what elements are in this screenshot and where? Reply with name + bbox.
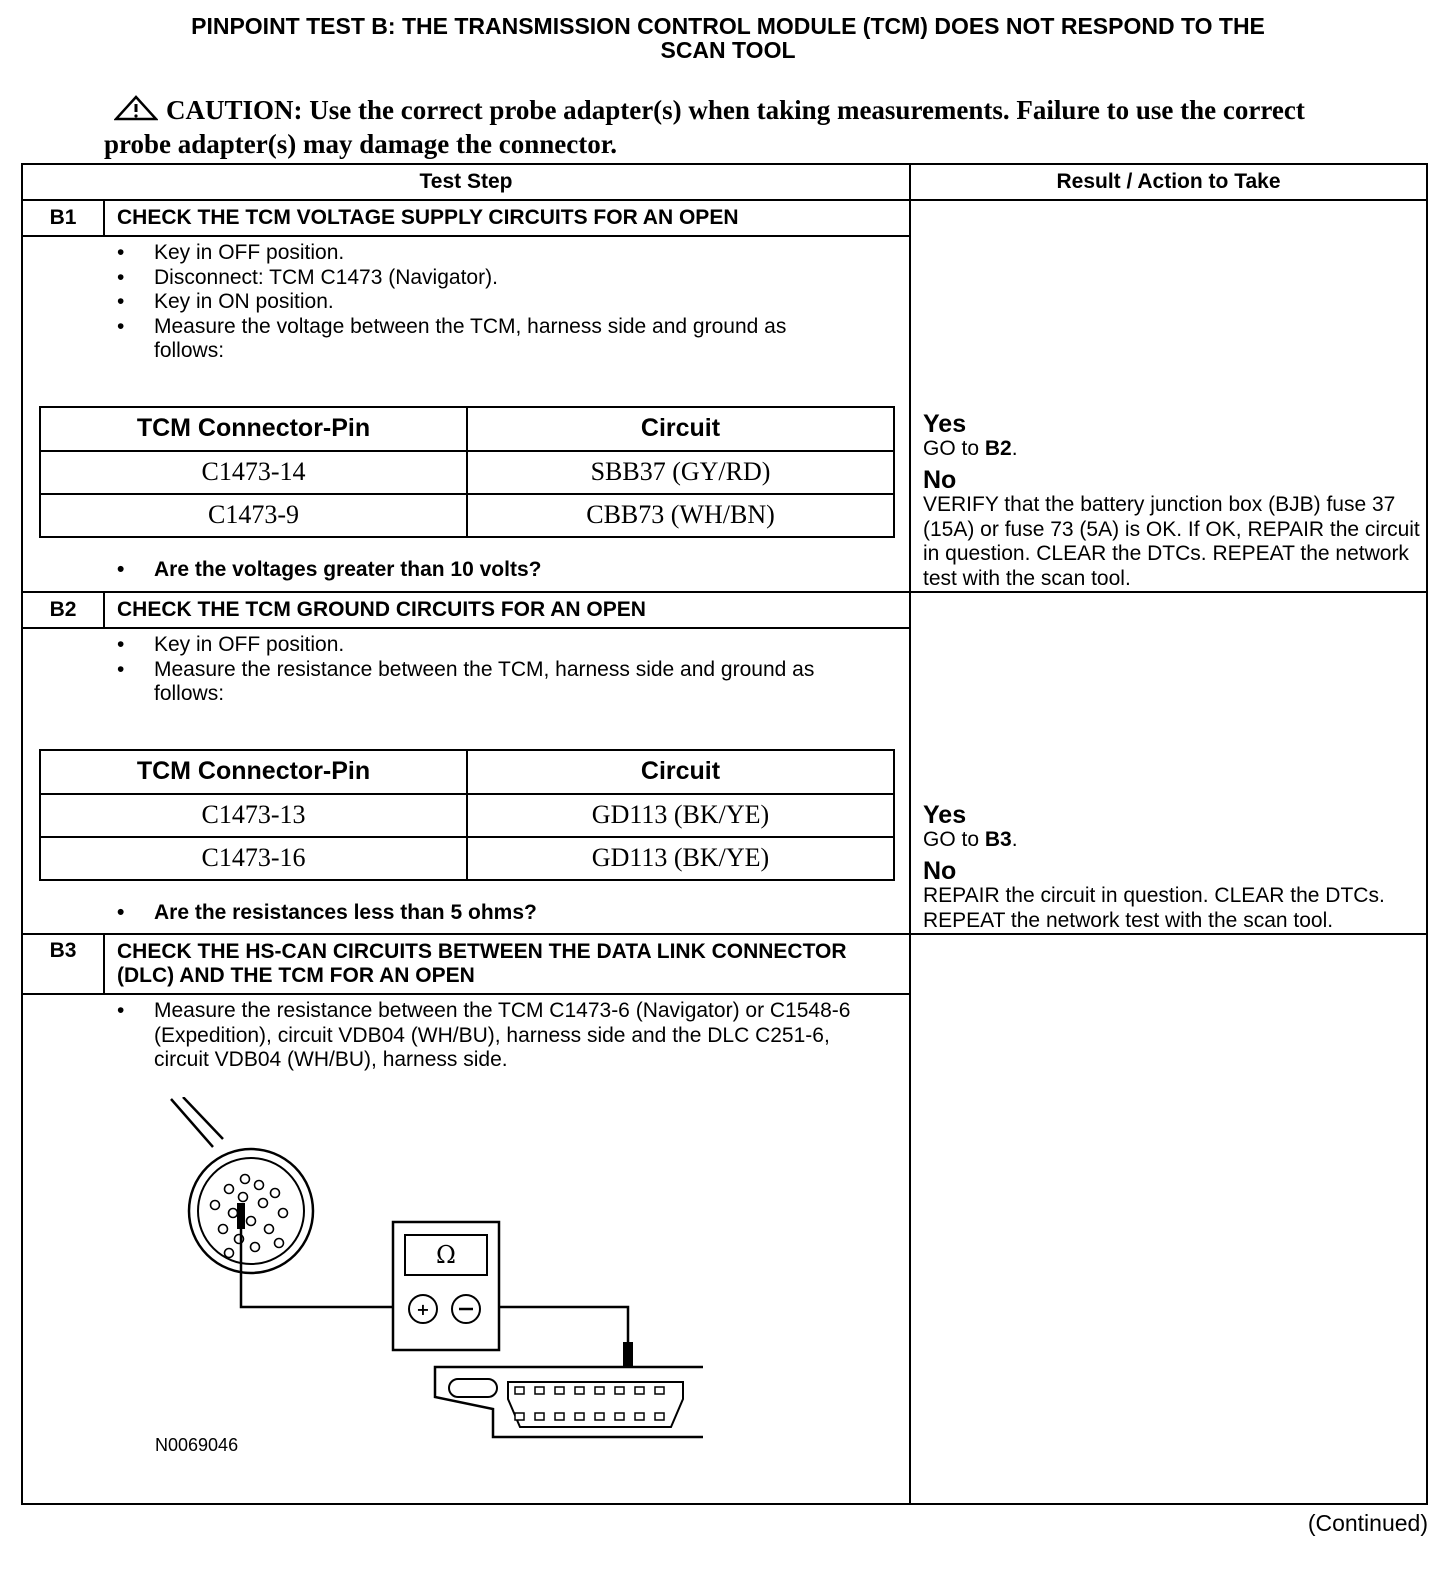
step-heading-b1: CHECK THE TCM VOLTAGE SUPPLY CIRCUITS FOR AN OPEN bbox=[104, 200, 910, 236]
caution-note bbox=[104, 94, 1364, 160]
pin-cell: C1473-16 bbox=[40, 837, 467, 880]
step-heading-b3: CHECK THE HS-CAN CIRCUITS BETWEEN THE DATA LINK CONNECTOR (DLC) AND THE TCM FOR AN OPEN bbox=[104, 934, 910, 994]
dlc-connector-icon bbox=[435, 1342, 703, 1437]
continued-note: (Continued) bbox=[1307, 1510, 1428, 1536]
circuit-cell: SBB37 (GY/RD) bbox=[467, 451, 894, 494]
step-heading-b2: CHECK THE TCM GROUND CIRCUITS FOR AN OPEN bbox=[104, 592, 910, 628]
circuit-cell: GD113 (BK/YE) bbox=[467, 794, 894, 837]
caution-label: CAUTION: bbox=[166, 95, 303, 125]
pin-cell: C1473-9 bbox=[40, 494, 467, 537]
result-no-label: No bbox=[923, 466, 957, 494]
caution-text: Use the correct probe adapter(s) when taking measurements. Failure to use the correct probe adapter(s) may damage the connector. bbox=[104, 95, 1305, 159]
header-test-step: Test Step bbox=[22, 164, 910, 200]
plus-terminal-icon: + bbox=[416, 1299, 430, 1319]
pin-cell: C1473-13 bbox=[40, 794, 467, 837]
bullet: • Measure the resistance between the TCM C1473-6 (Navigator) or C1548-6 (Expedition), circuit VDB04 (WH/BU), harness side and the DLC C251-6, circuit VDB04 (WH/BU), harness side. bbox=[23, 999, 909, 1073]
pin-table-b2 bbox=[39, 749, 895, 881]
pin-table-header-circuit: Circuit bbox=[467, 407, 894, 451]
result-no-text: VERIFY that the battery junction box (BJB) fuse 37 (15A) or fuse 73 (5A) is OK. If OK, REPAIR the circuit in question. CLEAR the DTCs. REPEAT the network test with the scan tool. bbox=[923, 493, 1420, 590]
page-title bbox=[20, 14, 1436, 62]
result-b1: Yes GO to B2. No VERIFY that the battery junction box (BJB) fuse 37 (15A) or fuse 73 (5A) is OK. If OK, REPAIR the circuit in question. CLEAR the DTCs. REPEAT the network test with the scan tool. bbox=[910, 200, 1427, 592]
result-yes-target: B3 bbox=[984, 827, 1012, 851]
result-no-text: REPAIR the circuit in question. CLEAR the DTCs. REPEAT the network test with the scan tool. bbox=[923, 884, 1385, 932]
pin-table-header-pin: TCM Connector-Pin bbox=[40, 750, 467, 794]
bullet: • Measure the resistance between the TCM, harness side and ground as follows: bbox=[23, 658, 909, 707]
result-b3 bbox=[910, 934, 1427, 1504]
bullet: • Key in OFF position. bbox=[23, 241, 909, 266]
meter-symbol: Ω bbox=[436, 1240, 456, 1269]
ohmmeter-icon bbox=[393, 1222, 499, 1350]
pin-table-b1 bbox=[39, 406, 895, 538]
step-bullets-b2 bbox=[23, 629, 909, 707]
circuit-cell: GD113 (BK/YE) bbox=[467, 837, 894, 880]
step-question-b2: • Are the resistances less than 5 ohms? bbox=[23, 901, 909, 926]
bullet: • Key in ON position. bbox=[23, 290, 909, 315]
warning-triangle-icon bbox=[114, 95, 158, 128]
result-yes-label: Yes bbox=[923, 800, 967, 829]
step-bullets-b3 bbox=[23, 995, 909, 1073]
step-id-b2: B2 bbox=[22, 592, 104, 628]
result-yes-text: GO to bbox=[923, 436, 985, 460]
circuit-cell: CBB73 (WH/BN) bbox=[467, 494, 894, 537]
header-result: Result / Action to Take bbox=[910, 164, 1427, 200]
pin-table-header-circuit: Circuit bbox=[467, 750, 894, 794]
step-body-b3 bbox=[22, 994, 910, 1504]
result-yes-target: B2 bbox=[984, 436, 1012, 460]
pinpoint-test-table bbox=[21, 163, 1428, 1505]
step-id-b1: B1 bbox=[22, 200, 104, 236]
bullet: • Measure the voltage between the TCM, harness side and ground as follows: bbox=[23, 315, 909, 364]
bullet: • Key in OFF position. bbox=[23, 633, 909, 658]
result-yes-label: Yes bbox=[923, 409, 967, 438]
step-id-b3: B3 bbox=[22, 934, 104, 994]
step-bullets-b1 bbox=[23, 237, 909, 364]
step-body-b2 bbox=[22, 628, 910, 934]
figure-id: N0069046 bbox=[155, 1434, 239, 1455]
bullet: • Disconnect: TCM C1473 (Navigator). bbox=[23, 266, 909, 291]
title-line-2: SCAN TOOL bbox=[660, 37, 796, 63]
measurement-diagram bbox=[83, 1097, 703, 1477]
pin-table-header-pin: TCM Connector-Pin bbox=[40, 407, 467, 451]
pin-cell: C1473-14 bbox=[40, 451, 467, 494]
step-question-b1: • Are the voltages greater than 10 volts? bbox=[23, 558, 909, 583]
title-line-1: PINPOINT TEST B: THE TRANSMISSION CONTROL MODULE (TCM) DOES NOT RESPOND TO THE bbox=[191, 13, 1265, 39]
result-yes-text: GO to bbox=[923, 827, 985, 851]
result-b2: Yes GO to B3. No REPAIR the circuit in question. CLEAR the DTCs. REPEAT the network test with the scan tool. bbox=[910, 592, 1427, 934]
result-no-label: No bbox=[923, 857, 957, 885]
step-body-b1 bbox=[22, 236, 910, 592]
